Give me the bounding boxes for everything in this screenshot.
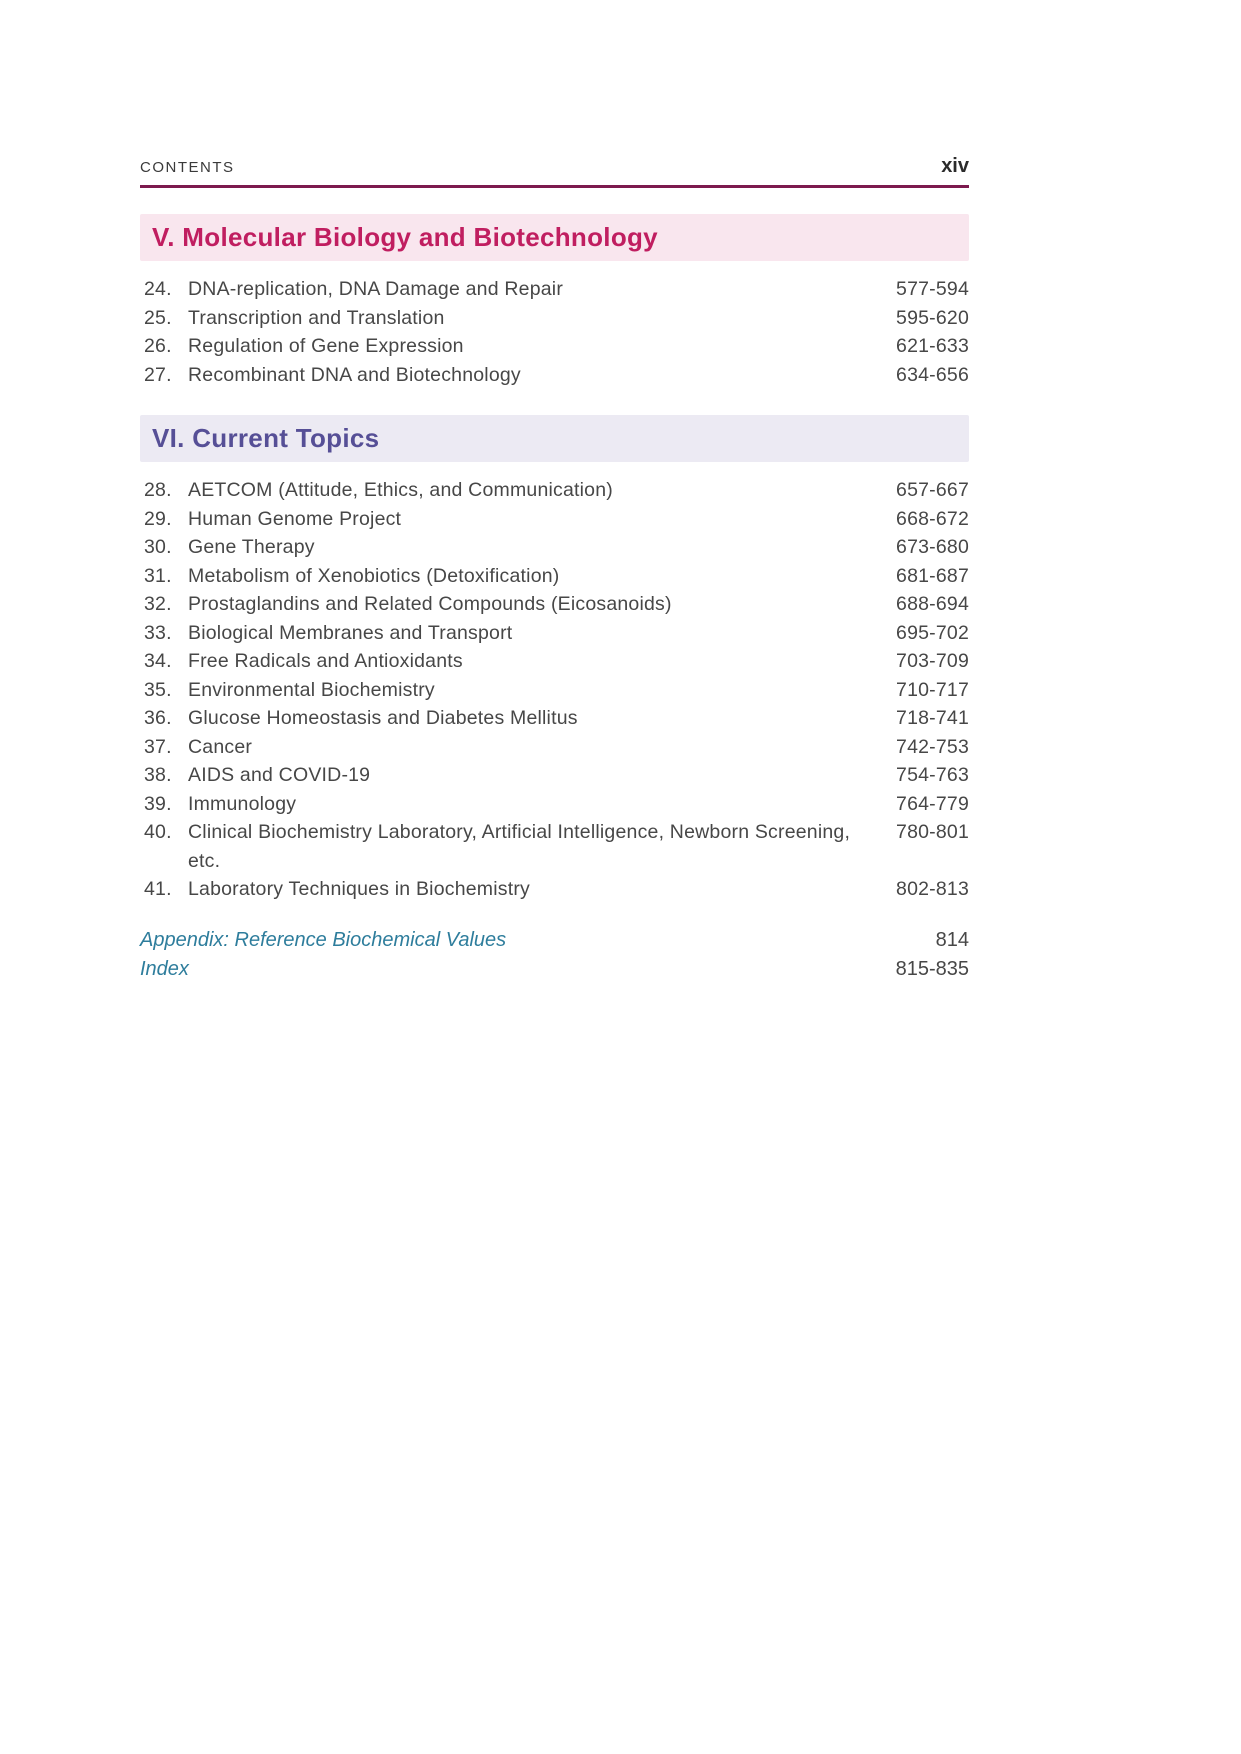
chapter-title: Human Genome Project xyxy=(188,507,402,530)
chapter-number: 33. xyxy=(144,621,172,644)
chapter-number: 31. xyxy=(144,564,172,587)
chapter-title: Regulation of Gene Expression xyxy=(188,335,464,357)
toc-entry xyxy=(144,647,969,676)
chapter-page-range: 595-620 xyxy=(896,306,969,329)
appendix-title: Appendix: Reference Biochemical Values xyxy=(140,928,507,951)
index-entry xyxy=(140,955,969,984)
toc-entry xyxy=(144,332,969,361)
chapter-page-range: 621-633 xyxy=(896,335,969,357)
section-heading-title: VI. Current Topics xyxy=(152,423,380,453)
chapter-title: Recombinant DNA and Biotechnology xyxy=(188,363,521,386)
chapter-page-range: 802-813 xyxy=(896,878,969,900)
chapter-page-range: 754-763 xyxy=(896,764,969,786)
chapter-number: 35. xyxy=(144,678,172,701)
chapter-title: Immunology xyxy=(188,792,297,815)
chapter-page-range: 710-717 xyxy=(896,678,969,701)
running-header xyxy=(140,155,969,178)
chapter-page-range: 688-694 xyxy=(896,593,969,615)
index-title: Index xyxy=(140,957,189,980)
toc-entry xyxy=(144,790,969,819)
chapter-number: 40. xyxy=(144,821,172,843)
chapter-title: Transcription and Translation xyxy=(188,306,445,329)
chapter-number: 34. xyxy=(144,650,172,672)
chapter-number: 27. xyxy=(144,363,172,386)
chapter-number: 25. xyxy=(144,306,172,329)
toc-entry xyxy=(144,676,969,705)
section-heading-title: V. Molecular Biology and Biotechnology xyxy=(152,222,658,252)
chapter-number: 38. xyxy=(144,764,172,786)
toc-entry xyxy=(144,590,969,619)
toc-entry xyxy=(144,704,969,733)
chapter-page-range: 634-656 xyxy=(896,363,969,386)
appendix-entry xyxy=(140,926,969,955)
toc-entry xyxy=(144,476,969,505)
chapter-number: 39. xyxy=(144,792,172,815)
toc-entry xyxy=(144,733,969,762)
toc-entry xyxy=(144,275,969,304)
chapter-page-range: 577-594 xyxy=(896,278,969,300)
chapter-page-range: 764-779 xyxy=(896,792,969,815)
chapter-page-range: 780-801 xyxy=(896,821,969,843)
toc-entry xyxy=(144,361,969,390)
chapter-number: 36. xyxy=(144,707,172,729)
chapter-title: Clinical Biochemistry Laboratory, Artificial Intelligence, Newborn Screening, etc. xyxy=(188,821,851,872)
chapter-number: 32. xyxy=(144,593,172,615)
chapter-page-range: 668-672 xyxy=(896,507,969,530)
section-v-entries xyxy=(144,275,969,389)
chapter-page-range: 673-680 xyxy=(896,536,969,558)
chapter-title: Environmental Biochemistry xyxy=(188,678,435,701)
chapter-title: Prostaglandins and Related Compounds (Eicosanoids) xyxy=(188,593,672,615)
chapter-number: 41. xyxy=(144,878,172,900)
toc-entry xyxy=(144,875,969,904)
chapter-title: Metabolism of Xenobiotics (Detoxification) xyxy=(188,564,560,587)
chapter-title: Laboratory Techniques in Biochemistry xyxy=(188,878,530,900)
section-vi-entries xyxy=(144,476,969,904)
chapter-number: 29. xyxy=(144,507,172,530)
chapter-page-range: 681-687 xyxy=(896,564,969,587)
toc-entry xyxy=(144,533,969,562)
chapter-title: Biological Membranes and Transport xyxy=(188,621,513,644)
page-number-folio: xiv xyxy=(941,155,969,177)
toc-entry xyxy=(144,304,969,333)
chapter-number: 37. xyxy=(144,735,172,758)
chapter-title: AIDS and COVID-19 xyxy=(188,764,371,786)
toc-entry xyxy=(144,505,969,534)
backmatter xyxy=(140,926,969,984)
appendix-page: 814 xyxy=(935,928,969,951)
chapter-title: Gene Therapy xyxy=(188,536,315,558)
toc-entry xyxy=(144,619,969,648)
chapter-number: 28. xyxy=(144,479,172,501)
toc-entry xyxy=(144,818,969,875)
section-heading-current-topics xyxy=(140,415,969,462)
chapter-title: DNA-replication, DNA Damage and Repair xyxy=(188,278,564,300)
chapter-number: 26. xyxy=(144,335,172,357)
index-page-range: 815-835 xyxy=(895,957,969,980)
chapter-number: 24. xyxy=(144,278,172,300)
header-contents-label: CONTENTS xyxy=(140,159,235,176)
chapter-page-range: 718-741 xyxy=(896,707,969,729)
toc-entry xyxy=(144,761,969,790)
chapter-title: Cancer xyxy=(188,735,253,758)
chapter-number: 30. xyxy=(144,536,172,558)
chapter-page-range: 657-667 xyxy=(896,479,969,501)
toc-entry xyxy=(144,562,969,591)
chapter-page-range: 695-702 xyxy=(896,621,969,644)
chapter-page-range: 742-753 xyxy=(896,735,969,758)
chapter-page-range: 703-709 xyxy=(896,650,969,672)
chapter-title: Glucose Homeostasis and Diabetes Mellitus xyxy=(188,707,578,729)
header-rule xyxy=(140,185,969,188)
chapter-title: AETCOM (Attitude, Ethics, and Communication) xyxy=(188,479,613,501)
section-heading-molecular-biology xyxy=(140,214,969,261)
chapter-title: Free Radicals and Antioxidants xyxy=(188,650,463,672)
